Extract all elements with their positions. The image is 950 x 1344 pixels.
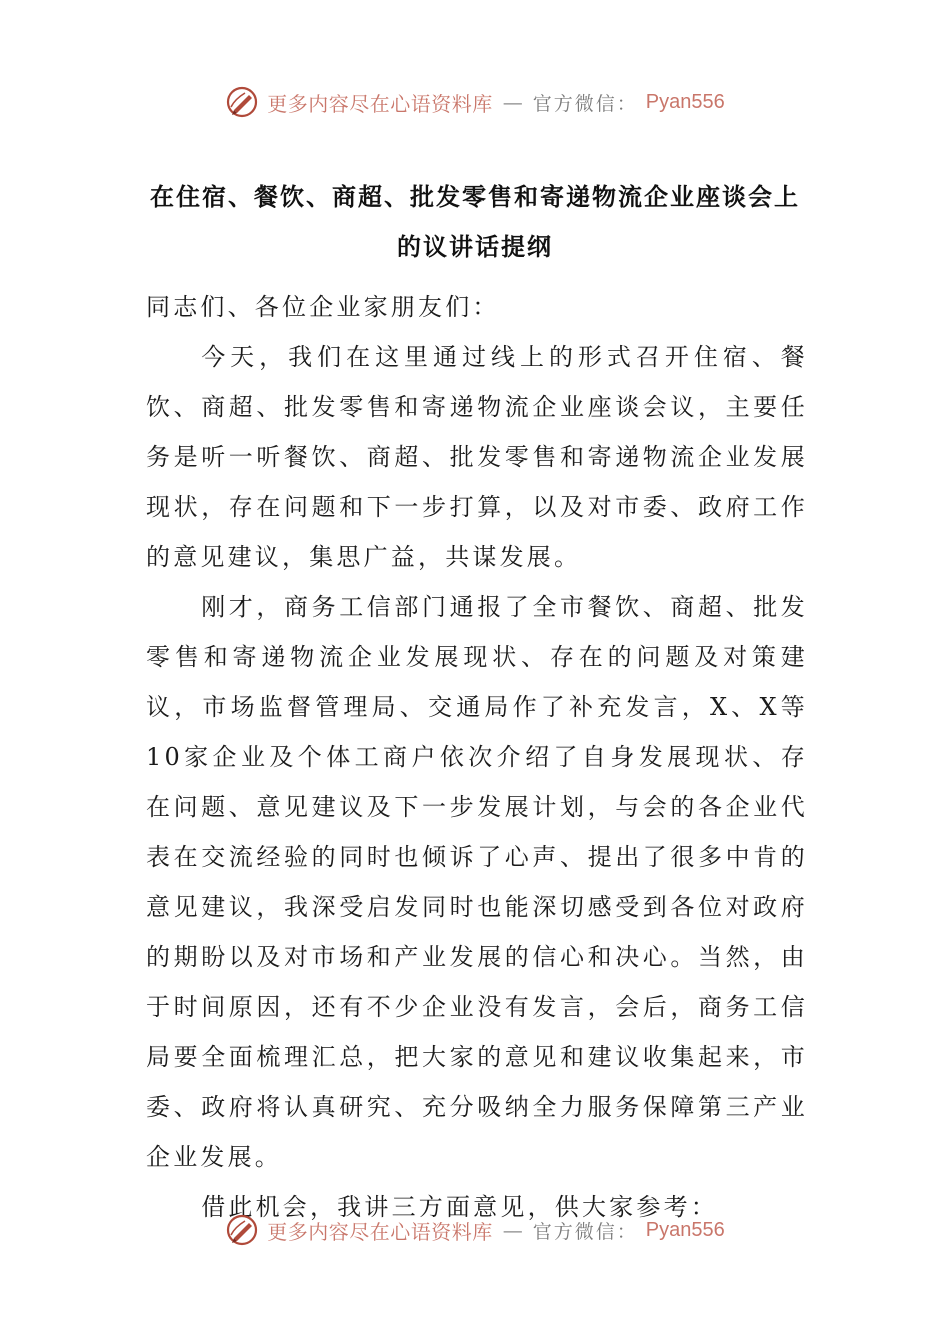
- wechat-id: Pyan556: [645, 90, 725, 113]
- wechat-label: 官方微信：: [532, 1220, 638, 1243]
- promo-text: 更多内容尽在心语资料库: [267, 91, 493, 116]
- paragraph-2: 刚才，商务工信部门通报了全市餐饮、商超、批发零售和寄递物流企业发展现状、存在的问题及对策建议，市场监督管理局、交通局作了补充发言，X、X等10家企业及个体工商户依次介绍了自身发展现状、存在问题、意见建议及下一步发展计划，与会的各企业代表在交流经验的同时也倾诉了心声、提出了很多中肯的意见建议，我深受启发同时也能深切感受到各位对政府的期盼以及对市场和产业发展的信心和决心。当然，由于时间原因，还有不少企业没有发言，会后，商务工信局要全面梳理汇总，把大家的意见和建议收集起来，市委、政府将认真研究、充分吸纳全力服务保障第三产业企业发展。: [146, 593, 808, 1171]
- wechat-id: Pyan556: [645, 1218, 725, 1241]
- document-title: [140, 172, 810, 272]
- paragraph-1: 今天，我们在这里通过线上的形式召开住宿、餐饮、商超、批发零售和寄递物流企业座谈会议，主要任务是听一听餐饮、商超、批发零售和寄递物流企业发展现状，存在问题和下一步打算，以及对市委、政府工作的意见建议，集思广益，共谋发展。: [146, 343, 808, 571]
- document-body: [146, 282, 808, 1232]
- title-line-1: 在住宿、餐饮、商超、批发零售和寄递物流企业座谈会上: [150, 183, 800, 211]
- promo-text: 更多内容尽在心语资料库: [267, 1219, 493, 1244]
- title-line-2: 的议讲话提纲: [397, 233, 553, 261]
- footer-banner: [0, 1210, 950, 1250]
- banner-separator: —: [502, 90, 523, 114]
- paragraph-3: 借此机会，我讲三方面意见，供大家参考：: [201, 1193, 718, 1221]
- pen-logo-icon: [225, 85, 259, 119]
- header-banner: [0, 82, 950, 122]
- salutation: 同志们、各位企业家朋友们：: [146, 293, 500, 321]
- wechat-label: 官方微信：: [532, 92, 638, 115]
- pen-logo-icon: [225, 1213, 259, 1247]
- banner-separator: —: [502, 1218, 523, 1242]
